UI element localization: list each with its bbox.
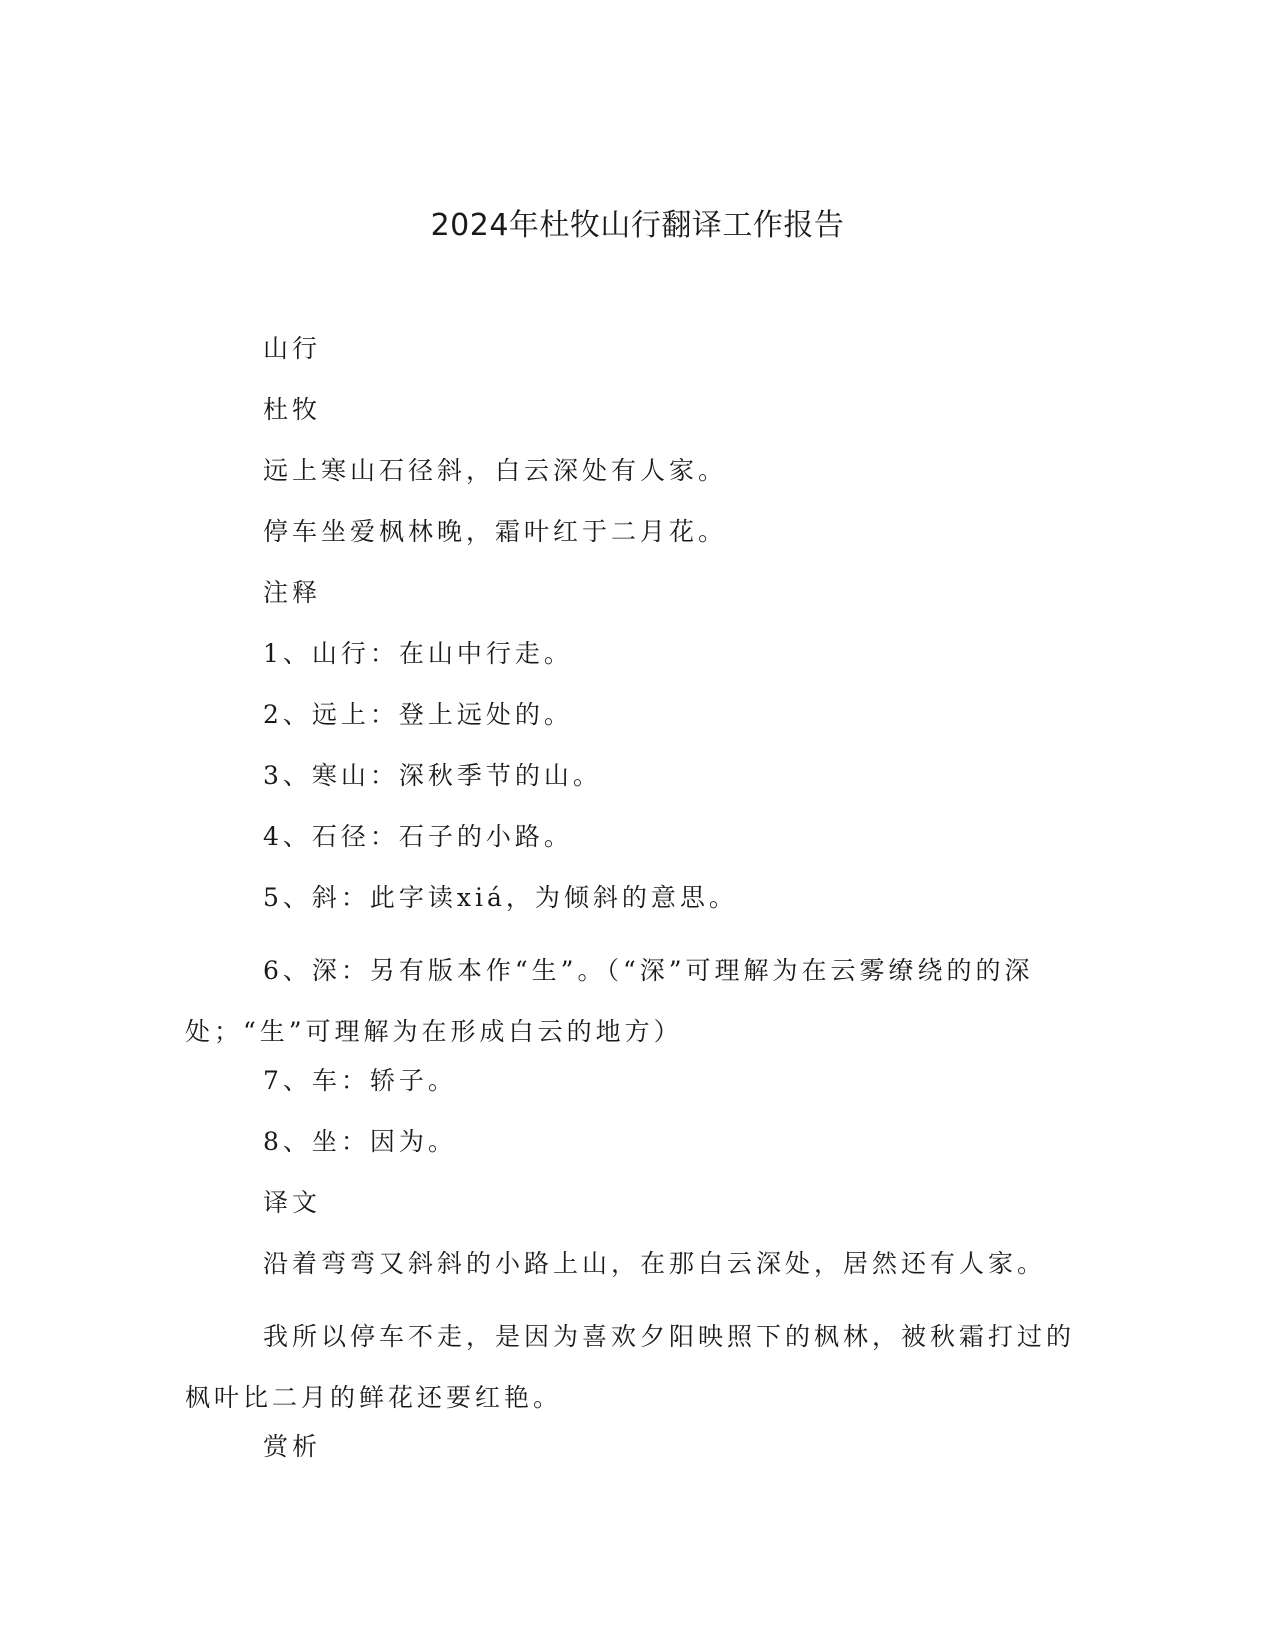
- poem-author: 杜牧: [263, 395, 322, 424]
- appreciation-heading: 赏析: [263, 1432, 322, 1461]
- poem-title: 山行: [263, 334, 322, 363]
- poem-line: 停车坐爱枫林晚，霜叶红于二月花。: [263, 517, 728, 546]
- note-item: 1、山行：在山中行走。: [263, 639, 573, 668]
- note-item: 7、车：轿子。: [263, 1066, 457, 1095]
- document-body: [185, 330, 1080, 1489]
- document-title: 2024年杜牧山行翻译工作报告: [430, 208, 845, 243]
- note-item: 3、寒山：深秋季节的山。: [263, 761, 602, 790]
- poem-line: 远上寒山石径斜，白云深处有人家。: [263, 456, 728, 485]
- translation-heading: 译文: [263, 1188, 322, 1217]
- translation-paragraph: 沿着弯弯又斜斜的小路上山，在那白云深处，居然还有人家。: [263, 1249, 1047, 1278]
- note-item: 6、深：另有版本作“生”。（“深”可理解为在云雾缭绕的的深处；“生”可理解为在形成白云的地方）: [185, 956, 1034, 1046]
- translation-paragraph: 我所以停车不走，是因为喜欢夕阳映照下的枫林，被秋霜打过的枫叶比二月的鲜花还要红艳。: [185, 1322, 1076, 1412]
- note-item: 2、远上：登上远处的。: [263, 700, 573, 729]
- note-item: 8、坐：因为。: [263, 1127, 457, 1156]
- note-item: 5、斜：此字读xiá，为倾斜的意思。: [263, 883, 738, 912]
- notes-heading: 注释: [263, 578, 322, 607]
- note-item: 4、石径：石子的小路。: [263, 822, 573, 851]
